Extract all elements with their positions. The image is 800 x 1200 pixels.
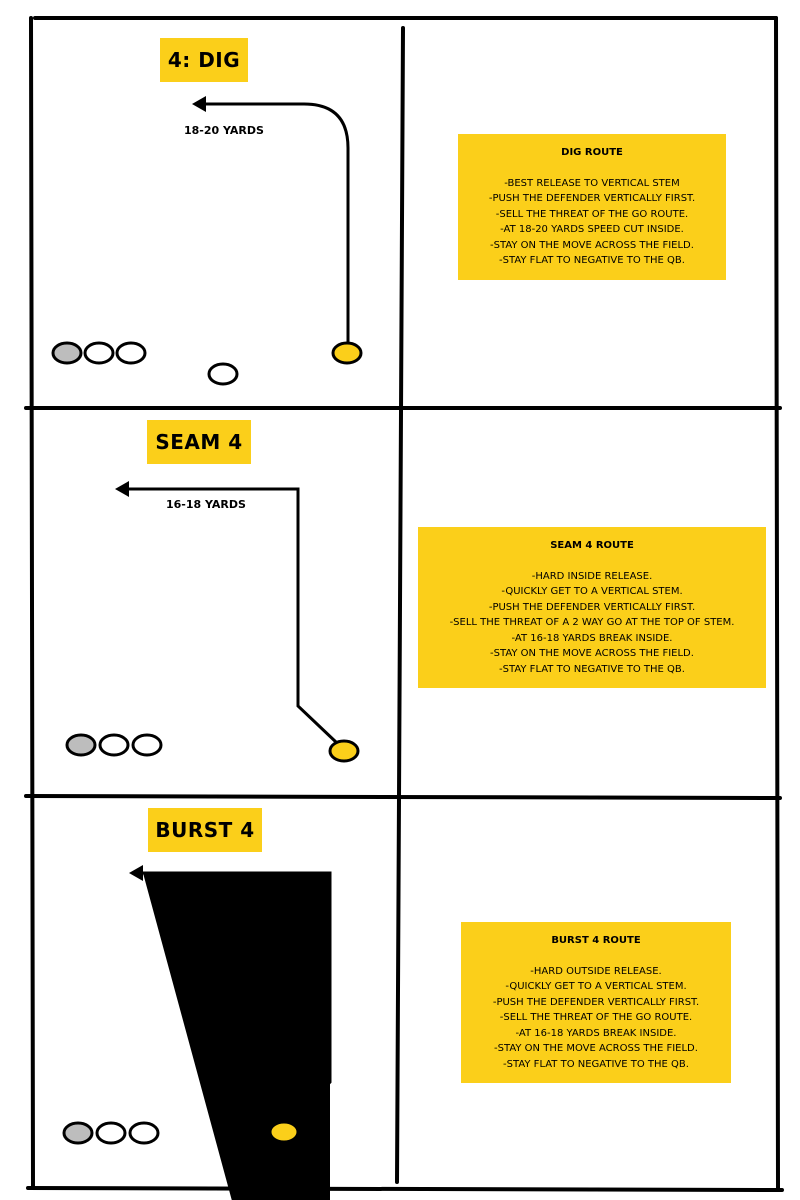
route-note-line: -STAY FLAT TO NEGATIVE TO THE QB.	[499, 663, 685, 675]
route-notes-title: DIG ROUTE	[561, 147, 623, 159]
route-note-line: -HARD INSIDE RELEASE.	[531, 570, 653, 582]
route-note-line: -SELL THE THREAT OF THE GO ROUTE.	[495, 208, 689, 220]
route-note-line: -HARD OUTSIDE RELEASE.	[530, 965, 662, 977]
yard-label: 18-20 YARDS	[184, 124, 264, 137]
route-note-line: -PUSH THE DEFENDER VERTICALLY FIRST.	[488, 193, 696, 205]
play-title: SEAM 4	[147, 420, 251, 464]
play-title: 4: DIG	[160, 38, 248, 82]
route-note-line: -AT 16-18 YARDS BREAK INSIDE.	[515, 1027, 677, 1039]
route-notes-title: BURST 4 ROUTE	[551, 935, 641, 946]
route-note-line: -STAY FLAT TO NEGATIVE TO THE QB.	[499, 255, 685, 267]
route-notes-title: SEAM 4 ROUTE	[550, 540, 634, 551]
route-notes-burst4	[461, 922, 731, 1083]
play-title: BURST 4	[148, 808, 262, 852]
route-note-line: -STAY ON THE MOVE ACROSS THE FIELD.	[494, 1043, 698, 1054]
route-note-line: -PUSH THE DEFENDER VERTICALLY FIRST.	[488, 601, 696, 613]
yard-label: 16-18 YARDS	[166, 498, 246, 511]
route-note-line: -STAY ON THE MOVE ACROSS THE FIELD.	[490, 239, 694, 251]
route-note-line: -QUICKLY GET TO A VERTICAL STEM.	[501, 586, 683, 597]
route-note-line: -BEST RELEASE TO VERTICAL STEM	[504, 177, 680, 189]
route-note-line: -AT 18-20 YARDS SPEED CUT INSIDE.	[500, 224, 684, 236]
route-note-line: -QUICKLY GET TO A VERTICAL STEM.	[505, 981, 687, 992]
lineman-icon	[97, 1123, 125, 1143]
receiver-icon	[270, 1122, 298, 1142]
route-path	[143, 873, 330, 1124]
route-note-line: -PUSH THE DEFENDER VERTICALLY FIRST.	[492, 996, 700, 1008]
lineman-icon	[130, 1123, 158, 1143]
route-note-line: -SELL THE THREAT OF A 2 WAY GO AT THE TOP OF STEM.	[449, 617, 735, 628]
route-note-line: -AT 16-18 YARDS BREAK INSIDE.	[511, 632, 673, 644]
route-note-line: -SELL THE THREAT OF THE GO ROUTE.	[499, 1012, 693, 1023]
route-note-line: -STAY FLAT TO NEGATIVE TO THE QB.	[503, 1058, 689, 1070]
lineman-icon	[64, 1123, 92, 1143]
route-arrow-icon	[129, 865, 143, 881]
route-note-line: -STAY ON THE MOVE ACROSS THE FIELD.	[490, 648, 694, 659]
